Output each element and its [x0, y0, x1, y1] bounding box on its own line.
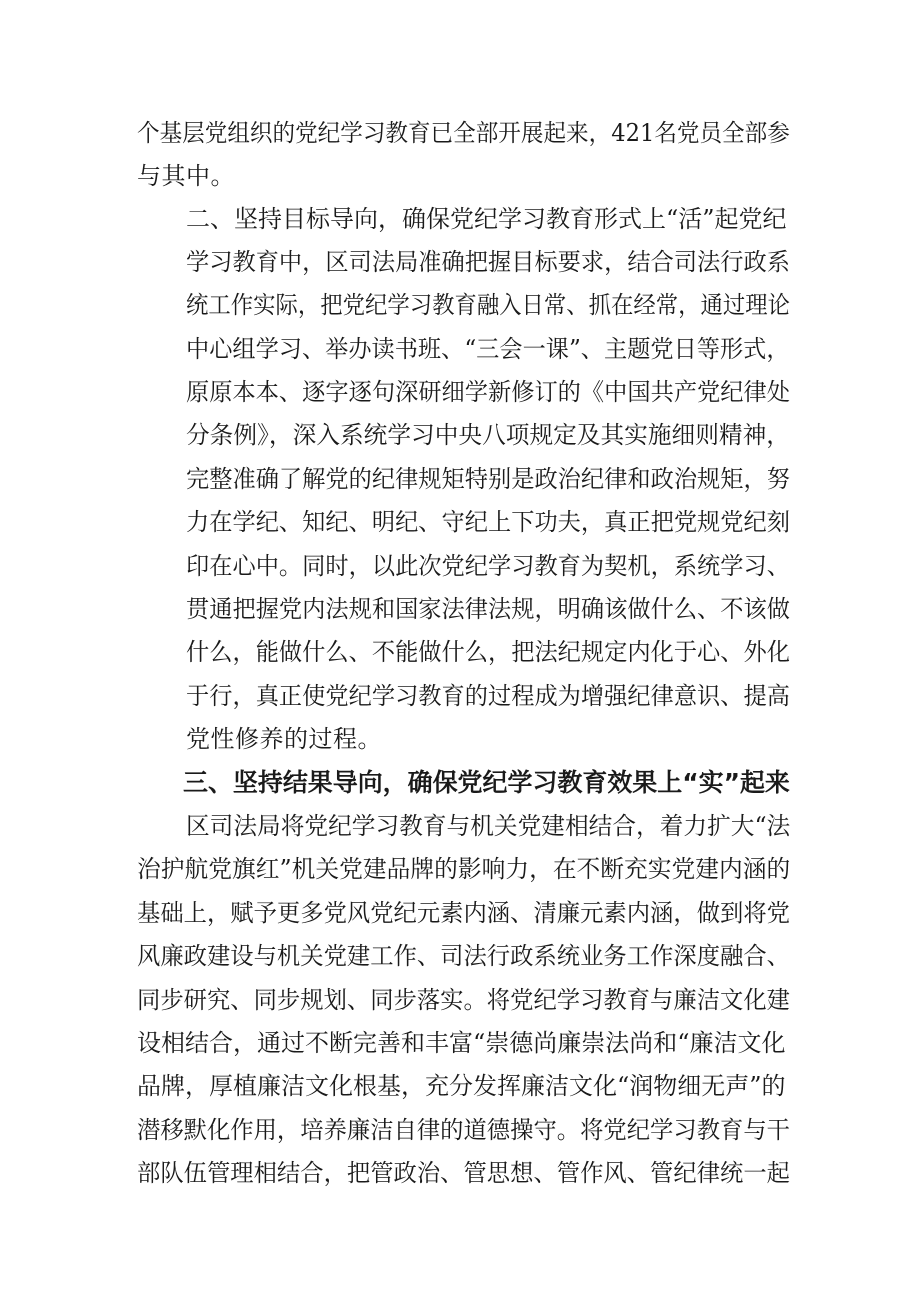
paragraph-line: 潜移默化作用，培养廉洁自律的道德操守。将党纪学习教育与干	[137, 1116, 790, 1144]
paragraph-line: 同步研究、同步规划、同步落实。将党纪学习教育与廉洁文化建	[137, 986, 790, 1014]
paragraph-line: 完整准确了解党的纪律规矩特别是政治纪律和政治规矩，努	[186, 465, 790, 493]
paragraph-line: 党性修养的过程。	[186, 725, 382, 753]
paragraph-line: 区司法局将党纪学习教育与机关党建相结合，着力扩大“法	[186, 812, 791, 840]
section-3-heading: 三、坚持结果导向，确保党纪学习教育效果上“实”起来	[183, 768, 790, 797]
paragraph-line: 印在心中。同时，以此次党纪学习教育为契机，系统学习、	[186, 552, 790, 580]
paragraph-line: 部队伍管理相结合，把管政治、管思想、管作风、管纪律统一起	[137, 1159, 790, 1187]
paragraph-line: 与其中。	[137, 162, 235, 190]
paragraph-line: 基础上，赋予更多党风党纪元素内涵、清廉元素内涵，做到将党	[137, 899, 790, 927]
paragraph-line: 原原本本、逐字逐句深研细学新修订的《中国共产党纪律处	[186, 378, 790, 406]
paragraph-line: 治护航党旗红”机关党建品牌的影响力，在不断充实党建内涵的	[137, 855, 791, 883]
paragraph-line: 分条例》，深入系统学习中央八项规定及其实施细则精神，	[186, 421, 790, 449]
paragraph-line: 贯通把握党内法规和国家法律法规，明确该做什么、不该做	[186, 595, 790, 623]
paragraph-line: 统工作实际，把党纪学习教育融入日常、抓在经常，通过理论	[186, 291, 791, 319]
paragraph-line: 于行，真正使党纪学习教育的过程成为增强纪律意识、提高	[186, 682, 790, 710]
paragraph-line: 中心组学习、举办读书班、“三会一课”、主题党日等形式，	[186, 335, 790, 363]
section-2-title-line: 二、坚持目标导向，确保党纪学习教育形式上“活”起党纪	[186, 205, 787, 233]
paragraph-line: 设相结合，通过不断完善和丰富“崇德尚廉崇法尚和“廉洁文化	[137, 1029, 786, 1057]
paragraph-line: 学习教育中，区司法局准确把握目标要求，结合司法行政系	[186, 248, 790, 276]
paragraph-line: 品牌，厚植廉洁文化根基，充分发挥廉洁文化“润物细无声”的	[137, 1072, 786, 1100]
paragraph-line: 什么，能做什么、不能做什么，把法纪规定内化于心、外化	[186, 638, 790, 666]
paragraph-line: 力在学纪、知纪、明纪、守纪上下功夫，真正把党规党纪刻	[186, 508, 790, 536]
paragraph-line: 个基层党组织的党纪学习教育已全部开展起来，421名党员全部参	[137, 119, 790, 147]
paragraph-line: 风廉政建设与机关党建工作、司法行政系统业务工作深度融合、	[137, 942, 790, 970]
